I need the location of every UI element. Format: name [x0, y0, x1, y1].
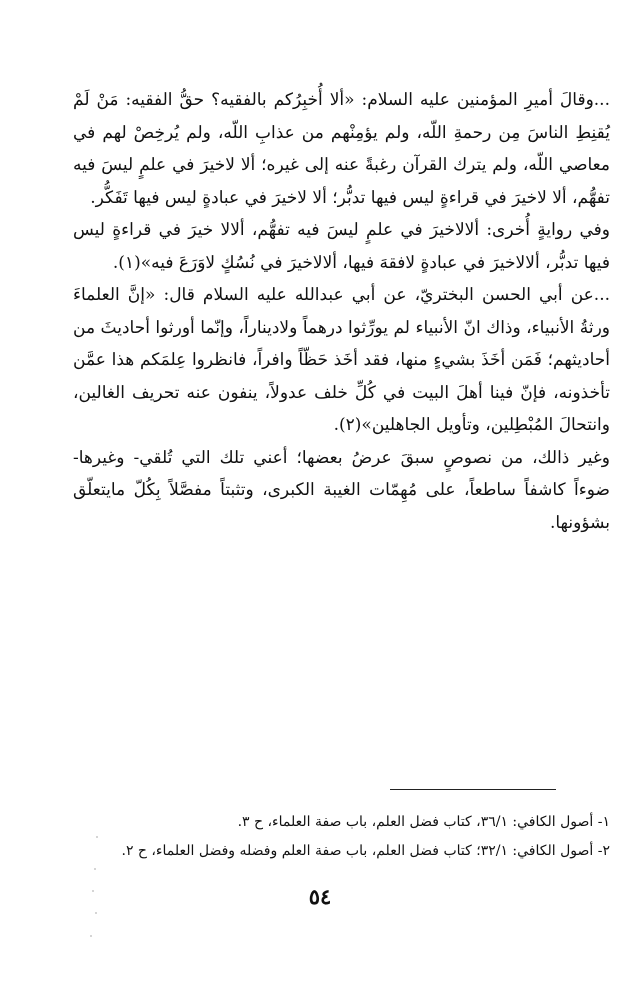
scan-speckle	[90, 935, 92, 937]
paragraph-faqih-hadith: ...وقالَ أميرِ المؤمنين عليه السلام: «ألا أُخبِرُكم بالفقيه؟ حقُّ الفقيه: مَنْ لَمْ يُقنِطِ الناسَ مِن رحمةِ اللّه، ولم يؤمِنْهم من عذابِ اللّه، ولم يُرخِصْ لهم في معاصي اللّه، ولم يترك القرآن رغبةً عنه إلى غيره؛ ألا لاخيرَ في علمٍ ليسَ فيه تفهُّم، ألا لاخيرَ في قراءةٍ ليس فيها تدبُّر؛ ألا لاخيرَ في عبادةٍ ليس فيها تَفَكُّر.	[73, 90, 610, 208]
paragraph-other-narration: وفي روايةٍ أُخرى: ألالاخيرَ في علمٍ ليسَ فيه تفهُّم، ألالا خيرَ في قراءةٍ ليس فيها تدبُّر، ألالاخيرَ في عبادةٍ لافقهَ فيها، ألالاخيرَ في نُسُكٍ لاوَرَعَ فيه»(١).	[73, 220, 610, 273]
paragraph-conclusion: وغير ذالك، من نصوصٍ سبقَ عرضُ بعضها؛ أعني تلك التي تُلقي- وغيرها- ضوءاً كاشفاً ساطعاً، على مُهِمّات الغيبة الكبرى، وتثبتاً مفصَّلاً بِكُلّ مايتعلّق بشؤونها.	[73, 447, 610, 533]
scan-speckle	[94, 868, 96, 870]
main-text	[73, 84, 610, 539]
page-number: ٥٤	[308, 884, 332, 909]
scan-speckle	[95, 912, 97, 914]
scan-speckle	[96, 836, 98, 838]
footnotes	[70, 808, 610, 866]
footnote-1: ١- أصول الكافي: ٣٦/١، كتاب فضل العلم، باب صفة العلماء، ح ٣.	[237, 814, 610, 830]
footnote-2: ٢- أصول الكافي: ٣٢/١؛ كتاب فضل العلم، باب صفة العلم وفضله وفضل العلماء، ح ٢.	[121, 843, 610, 859]
paragraph-ulama-heirs: ...عن أبي الحسن البختريّ، عن أبي عبدالله عليه السلام قال: «إنَّ العلماءَ ورثةُ الأنبياء، وذاك انّ الأنبياء لم يورِّثوا درهماً ولاديناراً، وإنّما أورثوا أحاديثَ من أحاديثهم؛ فَمَن أخَذَ بشيءٍ منها، فقد أخَذ حَظّاً وافراً، فانظروا عِلمَكم هذا عمَّن تأخذونه، فإنّ فينا أهلَ البيت في كُلِّ خلف عدولاً، ينفون عنه تحريف الغالين، وانتحالَ المُبْطِلين، وتأويل الجاهلين»(٢).	[73, 285, 610, 435]
scan-speckle	[92, 890, 94, 892]
footnote-divider	[390, 789, 556, 790]
